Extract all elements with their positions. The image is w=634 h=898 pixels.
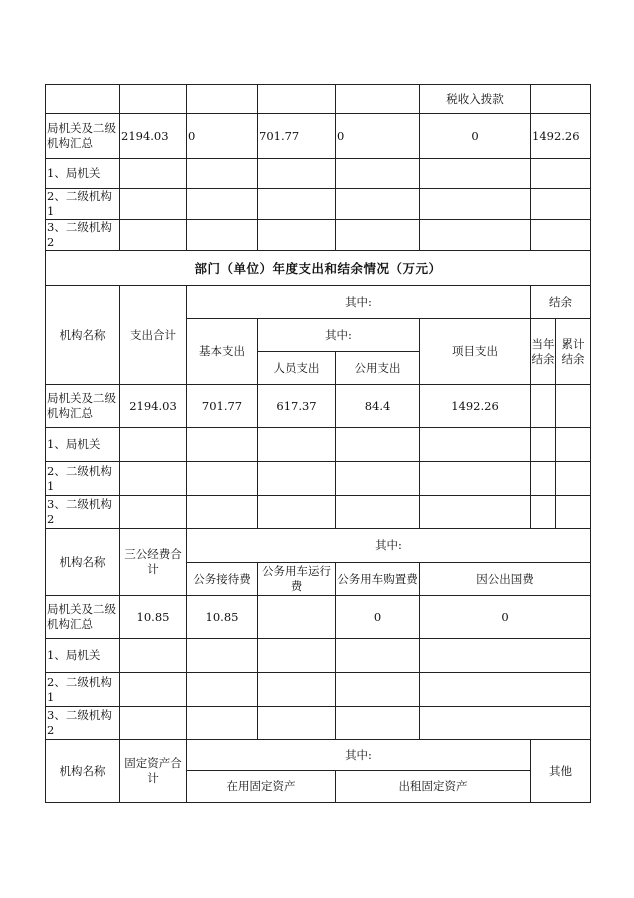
expenditure-title: 部门（单位）年度支出和结余情况（万元） xyxy=(46,251,591,286)
table-row: 局机关及二级机构汇总 2194.03 0 701.77 0 0 1492.26 xyxy=(46,114,591,159)
public-header: 公用支出 xyxy=(336,352,420,385)
header-row: 机构名称 固定资产合计 其中: 其他 xyxy=(46,740,591,771)
report-sheet xyxy=(45,84,590,803)
other-header: 其他 xyxy=(531,740,591,803)
basic-header: 基本支出 xyxy=(187,319,258,385)
row-label: 局机关及二级机构汇总 xyxy=(46,114,120,159)
total-header: 支出合计 xyxy=(120,286,187,385)
table-row: 1、局机关 xyxy=(46,639,591,673)
project-header: 项目支出 xyxy=(420,319,531,385)
top-header-row xyxy=(46,85,591,114)
header-row: 公务接待费 公务用车运行费 公务用车购置费 因公出国费 xyxy=(46,563,591,596)
header-row: 基本支出 其中: 项目支出 当年结余 累计结余 xyxy=(46,319,591,352)
table-row: 2、二级机构1 xyxy=(46,673,591,707)
table-row: 3、二级机构2 xyxy=(46,220,591,251)
personnel-header: 人员支出 xyxy=(258,352,336,385)
table-row: 2、二级机构1 xyxy=(46,462,591,496)
table-row: 1、局机关 xyxy=(46,159,591,189)
header-row: 机构名称 支出合计 其中: 结余 xyxy=(46,286,591,319)
balance-header: 结余 xyxy=(531,286,591,319)
table-row: 3、二级机构2 xyxy=(46,496,591,529)
header-row: 在用固定资产 出租固定资产 xyxy=(46,771,591,803)
table-row: 局机关及二级机构汇总 10.85 10.85 0 0 xyxy=(46,596,591,639)
tax-revenue-header: 税收入拨款 xyxy=(420,85,531,114)
header-row: 机构名称 三公经费合计 其中: xyxy=(46,529,591,563)
table-row: 1、局机关 xyxy=(46,428,591,462)
three-public-total-header: 三公经费合计 xyxy=(120,529,187,596)
table-row: 2、二级机构1 xyxy=(46,189,591,220)
table-row: 3、二级机构2 xyxy=(46,707,591,740)
table-row: 局机关及二级机构汇总 2194.03 701.77 617.37 84.4 1492.26 xyxy=(46,385,591,428)
fixed-assets-total-header: 固定资产合计 xyxy=(120,740,187,803)
org-name-header: 机构名称 xyxy=(46,286,120,385)
budget-table xyxy=(45,84,591,803)
section-title-row xyxy=(46,251,591,286)
